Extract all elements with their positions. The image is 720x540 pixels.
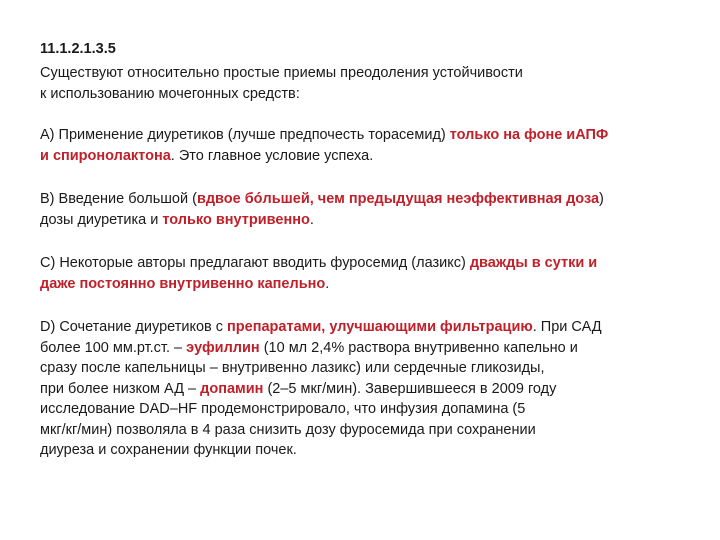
paragraph-a: [40, 125, 680, 166]
paragraph-c: [40, 253, 680, 294]
paragraph-a-highlight-2: и спиронолактона: [40, 147, 171, 164]
paragraph-b: [40, 189, 680, 230]
intro-line-2: к использованию мочегонных средств:: [40, 85, 300, 102]
paragraph-d-highlight-3: допамин: [200, 380, 264, 397]
paragraph-d-text-3: более 100 мм.рт.ст. –: [40, 339, 187, 356]
paragraph-d-text-4: (10 мл 2,4% раствора внутривенно капельно и: [259, 339, 578, 356]
paragraph-b-text-3: дозы диуретика и: [40, 211, 163, 228]
paragraph-d-text-6: при более низком АД –: [40, 380, 201, 397]
paragraph-c-text-1: С) Некоторые авторы предлагают вводить фуросемид (лазикс): [40, 255, 470, 271]
paragraph-d-highlight-1: препаратами, улучшающими фильтрацию: [227, 319, 533, 335]
paragraph-d: [40, 317, 680, 461]
paragraph-d-text-1: D) Сочетание диуретиков с: [40, 319, 228, 335]
paragraph-b-highlight-1: вдвое бóльшей, чем предыдущая неэффективная доза: [196, 191, 600, 207]
section-code: 11.1.2.1.3.5: [40, 41, 116, 57]
paragraph-c-highlight-2: даже постоянно внутривенно капельно: [40, 275, 326, 292]
paragraph-a-text-2: . Это главное условие успеха.: [170, 147, 374, 164]
paragraph-b-highlight-2: только внутривенно: [162, 211, 310, 228]
paragraph-d-text-5: сразу после капельницы – внутривенно лазикс) или сердечные гликозиды,: [40, 360, 545, 376]
paragraph-a-highlight-1: только на фоне иАПФ: [449, 127, 609, 143]
intro-paragraph: [40, 63, 680, 104]
paragraph-b-text-1: В) Введение большой (: [40, 191, 197, 207]
paragraph-a-text-1: А) Применение диуретиков (лучше предпочесть торасемид): [40, 127, 450, 143]
paragraph-d-text-9: мкг/кг/мин) позволяла в 4 раза снизить дозу фуросемида при сохранении: [40, 421, 536, 438]
paragraph-d-text-7: (2–5 мкг/мин). Завершившееся в 2009 году: [263, 380, 557, 397]
intro-line-1: Существуют относительно простые приемы преодоления устойчивости: [40, 65, 523, 81]
paragraph-d-text-8: исследование DAD–HF продемонстрировало, что инфузия допамина (5: [40, 401, 526, 417]
paragraph-d-text-2: . При САД: [532, 319, 602, 335]
paragraph-b-text-4: .: [309, 211, 314, 228]
paragraph-c-highlight-1: дважды в сутки и: [469, 255, 598, 271]
paragraph-b-text-2: ): [599, 191, 604, 207]
paragraph-c-text-2: .: [325, 275, 330, 292]
paragraph-d-text-10: диуреза и сохранении функции почек.: [40, 442, 297, 458]
paragraph-d-highlight-2: эуфиллин: [186, 339, 260, 356]
